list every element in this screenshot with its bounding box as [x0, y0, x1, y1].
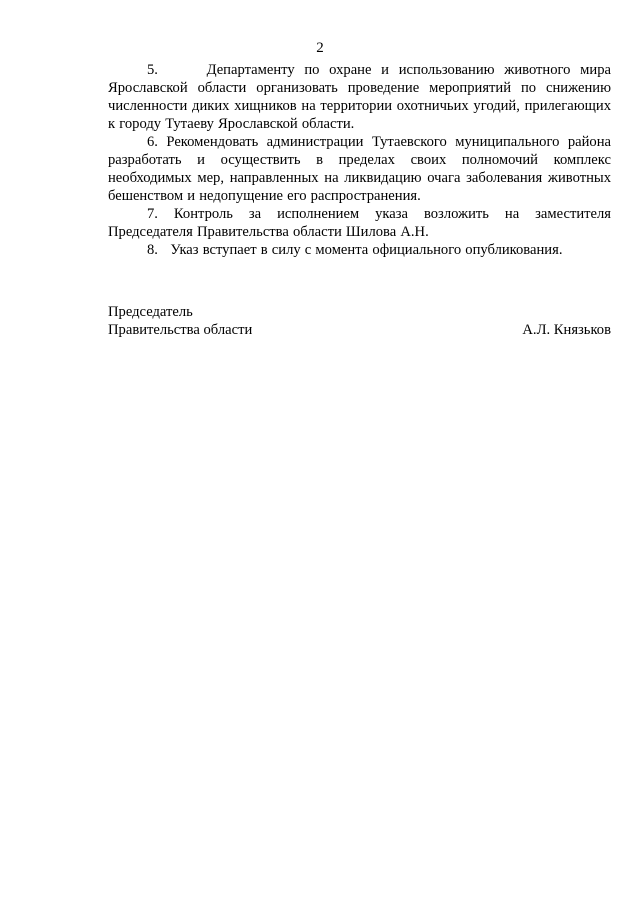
- page-number: 2: [316, 40, 324, 56]
- signatory-title-line1: Председатель: [108, 304, 193, 320]
- paragraph-5: 5. Департаменту по охране и использованию животного мира Ярославской области организовать проведение мероприятий по снижению численности диких хищников на территории охотничьих угодий, прилегающих к городу Тутаеву Ярославской области.: [108, 62, 616, 132]
- signatory-title-line2: Правительства области: [108, 322, 253, 338]
- signatory-name: А.Л. Князьков: [522, 322, 611, 338]
- signature-row: [108, 321, 611, 339]
- signature-block: [108, 303, 611, 339]
- document-body: [108, 61, 616, 259]
- paragraph-7: 7. Контроль за исполнением указа возложить на заместителя Председателя Правительства области Шилова А.Н.: [108, 206, 611, 240]
- paragraph-8: 8. Указ вступает в силу с момента официального опубликования.: [147, 242, 563, 258]
- paragraph-6: 6. Рекомендовать администрации Тутаевского муниципального района разработать и осуществить в пределах своих полномочий комплекс необходимых мер, направленных на ликвидацию очага заболевания животных бешенством и недопущение его распространения.: [108, 134, 611, 204]
